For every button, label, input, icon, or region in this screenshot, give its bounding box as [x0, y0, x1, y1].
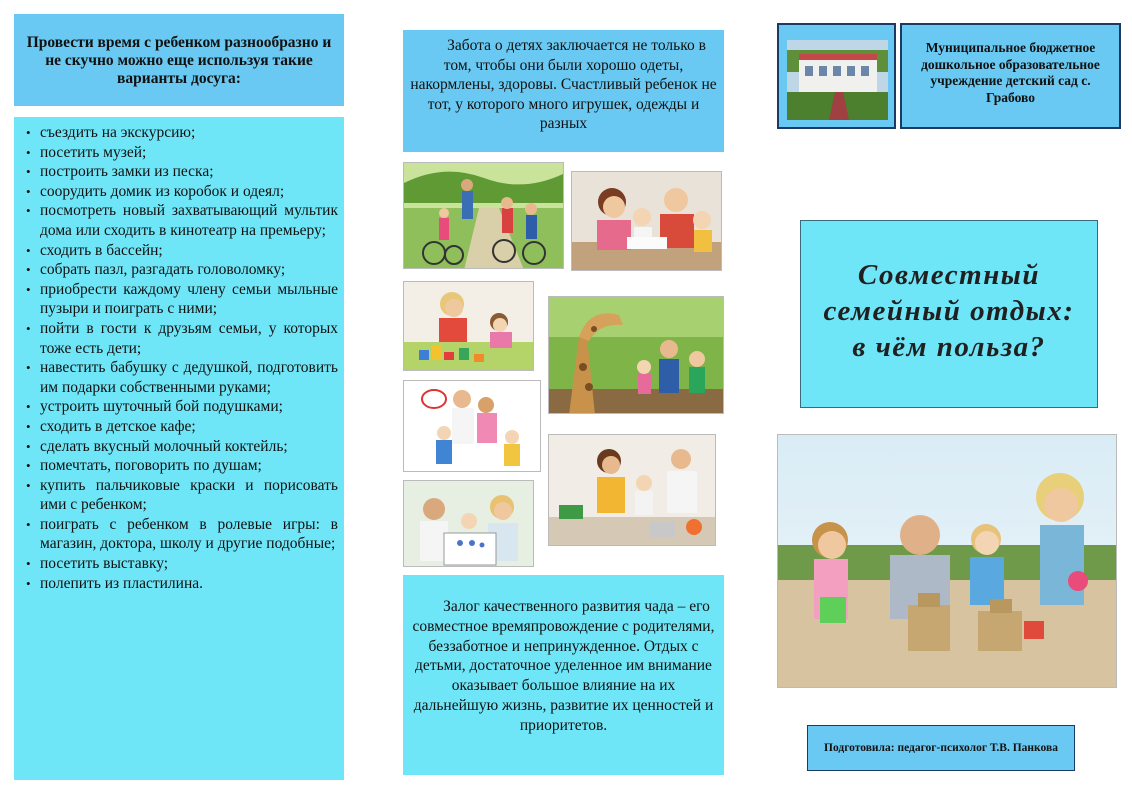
photo-family-beach	[777, 434, 1117, 688]
list-item: • построить замки из песка;	[40, 162, 338, 182]
brochure-title	[800, 220, 1098, 408]
list-item: • полепить из пластилина.	[40, 574, 338, 594]
list-item: • сделать вкусный молочный коктейль;	[40, 437, 338, 457]
title-line: в чём польза?	[852, 331, 1046, 363]
photo-family-drawing	[403, 480, 534, 567]
list-item: • сходить в детское кафе;	[40, 417, 338, 437]
list-item: • посмотреть новый захватывающий мультик дома или сходить в кинотеатр на премьеру;	[40, 201, 338, 240]
care-quote-box	[403, 30, 724, 152]
photo-family-cooking	[548, 434, 716, 546]
list-item: • помечтать, поговорить по душам;	[40, 456, 338, 476]
title-line: семейный отдых:	[823, 295, 1075, 327]
list-item: • приобрести каждому члену семьи мыльные пузыри и поиграть с ними;	[40, 280, 338, 319]
leisure-list-panel	[14, 117, 344, 780]
list-item: • соорудить домик из коробок и одеял;	[40, 182, 338, 202]
list-item: • съездить на экскурсию;	[40, 123, 338, 143]
photo-zoo-giraffe	[548, 296, 724, 414]
development-quote-text: Залог качественного развития чада – его совместное времяпровождение с родителями, беззаботное и непринужденное. Отдых с детьми, достаточное уделенное им внимание оказывает большое влияние на их дальнейшую жизнь, развитие их ценностей и приоритетов.	[412, 598, 715, 734]
list-item: • поиграть с ребенком в ролевые игры: в магазин, доктора, школу и другие подобные;	[40, 515, 338, 554]
leisure-list	[22, 123, 338, 593]
development-quote-box	[403, 575, 724, 775]
kindergarten-photo-frame	[777, 23, 896, 129]
care-quote-text: Забота о детях заключается не только в том, чтобы они были хорошо одеты, накормлены, здоровы. Счастливый ребенок не тот, у которого много игрушек, одежды и разных	[410, 37, 717, 132]
leisure-heading: Провести время с ребенком разнообразно и не скучно можно еще используя такие варианты досуга:	[14, 14, 344, 106]
list-item: • купить пальчиковые краски и порисовать ими с ребенком;	[40, 476, 338, 515]
author-credit: Подготовила: педагог-психолог Т.В. Панкова	[807, 725, 1075, 771]
title-line: Совместный	[857, 259, 1041, 291]
photo-playing-blocks	[403, 281, 534, 371]
list-item: • навестить бабушку с дедушкой, подготовить им подарки собственными руками;	[40, 358, 338, 397]
list-item: • устроить шуточный бой подушками;	[40, 397, 338, 417]
list-item: • посетить выставку;	[40, 554, 338, 574]
photo-family-cycling	[403, 162, 564, 269]
list-item: • пойти в гости к друзьям семьи, у которых тоже есть дети;	[40, 319, 338, 358]
kindergarten-building-image	[787, 40, 888, 120]
list-item: • сходить в бассейн;	[40, 241, 338, 261]
photo-family-tennis	[403, 380, 541, 472]
organization-name: Муниципальное бюджетное дошкольное образовательное учреждение детский сад с. Грабово	[900, 23, 1121, 129]
photo-family-reading	[571, 171, 722, 271]
list-item: • посетить музей;	[40, 143, 338, 163]
list-item: • собрать пазл, разгадать головоломку;	[40, 260, 338, 280]
